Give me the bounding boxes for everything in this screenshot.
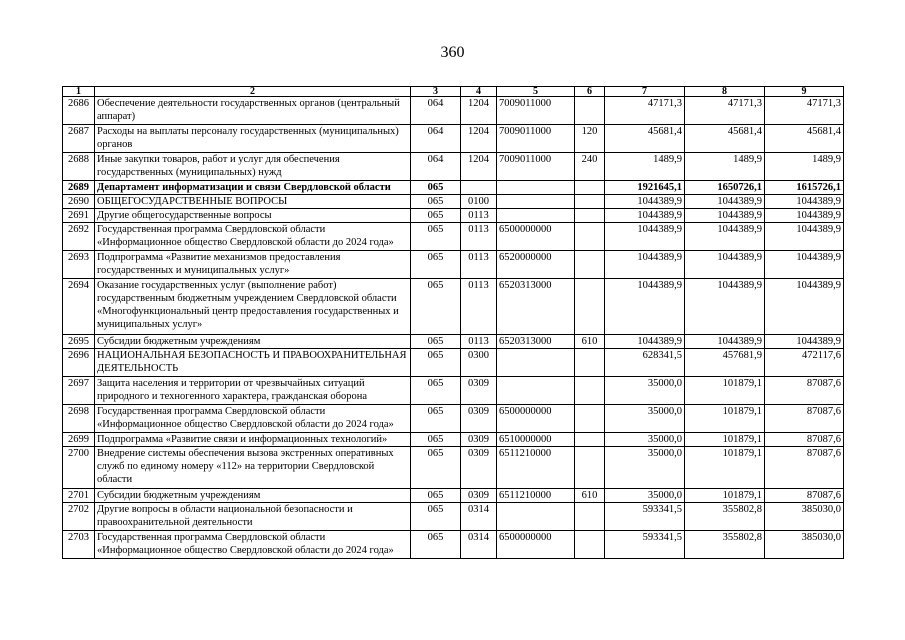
table-row bbox=[63, 335, 844, 349]
admin-code-cell: 065 bbox=[411, 335, 461, 349]
amount-col8-cell: 355802,8 bbox=[685, 503, 765, 531]
admin-code-cell: 065 bbox=[411, 279, 461, 335]
admin-code-cell: 065 bbox=[411, 181, 461, 195]
amount-col7-cell: 1489,9 bbox=[605, 153, 685, 181]
amount-col7-cell: 35000,0 bbox=[605, 433, 685, 447]
target-code-cell: 7009011000 bbox=[497, 97, 575, 125]
amount-col9-cell: 1044389,9 bbox=[765, 279, 844, 335]
row-number-cell: 2702 bbox=[63, 503, 95, 531]
table-body bbox=[63, 97, 844, 559]
amount-col9-cell: 1044389,9 bbox=[765, 223, 844, 251]
expense-type-cell bbox=[575, 181, 605, 195]
row-name-cell: Департамент информатизации и связи Свердловской области bbox=[95, 181, 411, 195]
amount-col8-cell: 101879,1 bbox=[685, 405, 765, 433]
target-code-cell bbox=[497, 503, 575, 531]
table-row bbox=[63, 531, 844, 559]
row-name-cell: Внедрение системы обеспечения вызова экстренных оперативных служб по единому номеру «112» на территории Свердловской области bbox=[95, 447, 411, 489]
target-code-cell: 6500000000 bbox=[497, 531, 575, 559]
admin-code-cell: 064 bbox=[411, 153, 461, 181]
target-code-cell: 7009011000 bbox=[497, 125, 575, 153]
row-name-cell: Государственная программа Свердловской области «Информационное общество Свердловской области до 2024 года» bbox=[95, 405, 411, 433]
amount-col9-cell: 1044389,9 bbox=[765, 209, 844, 223]
amount-col8-cell: 1044389,9 bbox=[685, 195, 765, 209]
amount-col7-cell: 35000,0 bbox=[605, 405, 685, 433]
section-code-cell: 0300 bbox=[461, 349, 497, 377]
column-header: 1 bbox=[63, 87, 95, 97]
target-code-cell bbox=[497, 195, 575, 209]
target-code-cell: 6510000000 bbox=[497, 433, 575, 447]
target-code-cell: 6500000000 bbox=[497, 405, 575, 433]
amount-col8-cell: 1044389,9 bbox=[685, 223, 765, 251]
expense-type-cell bbox=[575, 433, 605, 447]
row-number-cell: 2686 bbox=[63, 97, 95, 125]
admin-code-cell: 065 bbox=[411, 349, 461, 377]
target-code-cell: 7009011000 bbox=[497, 153, 575, 181]
row-number-cell: 2692 bbox=[63, 223, 95, 251]
expense-type-cell bbox=[575, 223, 605, 251]
table-row bbox=[63, 349, 844, 377]
row-number-cell: 2687 bbox=[63, 125, 95, 153]
table-row bbox=[63, 125, 844, 153]
table-row bbox=[63, 433, 844, 447]
target-code-cell bbox=[497, 181, 575, 195]
row-number-cell: 2701 bbox=[63, 489, 95, 503]
amount-col9-cell: 45681,4 bbox=[765, 125, 844, 153]
row-number-cell: 2699 bbox=[63, 433, 95, 447]
budget-table bbox=[62, 86, 844, 559]
section-code-cell: 0113 bbox=[461, 279, 497, 335]
section-code-cell bbox=[461, 181, 497, 195]
target-code-cell bbox=[497, 349, 575, 377]
amount-col8-cell: 1650726,1 bbox=[685, 181, 765, 195]
amount-col8-cell: 1044389,9 bbox=[685, 209, 765, 223]
expense-type-cell bbox=[575, 195, 605, 209]
amount-col8-cell: 45681,4 bbox=[685, 125, 765, 153]
admin-code-cell: 065 bbox=[411, 223, 461, 251]
row-number-cell: 2700 bbox=[63, 447, 95, 489]
table-row bbox=[63, 279, 844, 335]
amount-col8-cell: 1044389,9 bbox=[685, 279, 765, 335]
amount-col9-cell: 1489,9 bbox=[765, 153, 844, 181]
row-number-cell: 2688 bbox=[63, 153, 95, 181]
amount-col7-cell: 628341,5 bbox=[605, 349, 685, 377]
target-code-cell: 6511210000 bbox=[497, 489, 575, 503]
admin-code-cell: 065 bbox=[411, 377, 461, 405]
amount-col7-cell: 35000,0 bbox=[605, 447, 685, 489]
column-header: 3 bbox=[411, 87, 461, 97]
amount-col7-cell: 47171,3 bbox=[605, 97, 685, 125]
admin-code-cell: 065 bbox=[411, 433, 461, 447]
row-name-cell: Субсидии бюджетным учреждениям bbox=[95, 489, 411, 503]
column-header: 5 bbox=[497, 87, 575, 97]
amount-col9-cell: 47171,3 bbox=[765, 97, 844, 125]
admin-code-cell: 065 bbox=[411, 195, 461, 209]
amount-col8-cell: 1489,9 bbox=[685, 153, 765, 181]
amount-col8-cell: 47171,3 bbox=[685, 97, 765, 125]
row-number-cell: 2703 bbox=[63, 531, 95, 559]
admin-code-cell: 065 bbox=[411, 405, 461, 433]
header-row bbox=[63, 87, 844, 97]
table-row bbox=[63, 251, 844, 279]
amount-col7-cell: 1044389,9 bbox=[605, 195, 685, 209]
amount-col7-cell: 1044389,9 bbox=[605, 209, 685, 223]
row-name-cell: Подпрограмма «Развитие механизмов предоставления государственных и муниципальных услуг» bbox=[95, 251, 411, 279]
row-number-cell: 2690 bbox=[63, 195, 95, 209]
amount-col9-cell: 87087,6 bbox=[765, 433, 844, 447]
section-code-cell: 0309 bbox=[461, 433, 497, 447]
row-number-cell: 2697 bbox=[63, 377, 95, 405]
column-header: 4 bbox=[461, 87, 497, 97]
expense-type-cell bbox=[575, 97, 605, 125]
row-name-cell: Государственная программа Свердловской области «Информационное общество Свердловской области до 2024 года» bbox=[95, 223, 411, 251]
target-code-cell: 6520313000 bbox=[497, 279, 575, 335]
amount-col9-cell: 87087,6 bbox=[765, 405, 844, 433]
amount-col9-cell: 87087,6 bbox=[765, 447, 844, 489]
admin-code-cell: 065 bbox=[411, 489, 461, 503]
table-row bbox=[63, 405, 844, 433]
amount-col8-cell: 1044389,9 bbox=[685, 251, 765, 279]
table-row bbox=[63, 447, 844, 489]
amount-col9-cell: 1044389,9 bbox=[765, 251, 844, 279]
expense-type-cell bbox=[575, 447, 605, 489]
row-number-cell: 2691 bbox=[63, 209, 95, 223]
expense-type-cell bbox=[575, 349, 605, 377]
section-code-cell: 0309 bbox=[461, 489, 497, 503]
section-code-cell: 0113 bbox=[461, 251, 497, 279]
table-row bbox=[63, 223, 844, 251]
table-row bbox=[63, 489, 844, 503]
table-row bbox=[63, 153, 844, 181]
amount-col7-cell: 1044389,9 bbox=[605, 279, 685, 335]
column-header: 8 bbox=[685, 87, 765, 97]
row-name-cell: Защита населения и территории от чрезвычайных ситуаций природного и техногенного характера, гражданская оборона bbox=[95, 377, 411, 405]
amount-col7-cell: 1044389,9 bbox=[605, 335, 685, 349]
table-row bbox=[63, 209, 844, 223]
amount-col9-cell: 472117,6 bbox=[765, 349, 844, 377]
section-code-cell: 1204 bbox=[461, 97, 497, 125]
row-number-cell: 2693 bbox=[63, 251, 95, 279]
section-code-cell: 0113 bbox=[461, 223, 497, 251]
amount-col9-cell: 385030,0 bbox=[765, 503, 844, 531]
table-row bbox=[63, 181, 844, 195]
section-code-cell: 0309 bbox=[461, 447, 497, 489]
row-number-cell: 2694 bbox=[63, 279, 95, 335]
expense-type-cell: 610 bbox=[575, 335, 605, 349]
amount-col7-cell: 1921645,1 bbox=[605, 181, 685, 195]
amount-col7-cell: 45681,4 bbox=[605, 125, 685, 153]
section-code-cell: 1204 bbox=[461, 153, 497, 181]
target-code-cell: 6500000000 bbox=[497, 223, 575, 251]
row-name-cell: Обеспечение деятельности государственных органов (центральный аппарат) bbox=[95, 97, 411, 125]
amount-col9-cell: 87087,6 bbox=[765, 489, 844, 503]
row-name-cell: Субсидии бюджетным учреждениям bbox=[95, 335, 411, 349]
expense-type-cell: 240 bbox=[575, 153, 605, 181]
row-number-cell: 2695 bbox=[63, 335, 95, 349]
admin-code-cell: 064 bbox=[411, 125, 461, 153]
row-name-cell: Иные закупки товаров, работ и услуг для обеспечения государственных (муниципальных) нужд bbox=[95, 153, 411, 181]
table-row bbox=[63, 377, 844, 405]
row-number-cell: 2689 bbox=[63, 181, 95, 195]
admin-code-cell: 065 bbox=[411, 531, 461, 559]
amount-col8-cell: 457681,9 bbox=[685, 349, 765, 377]
expense-type-cell: 610 bbox=[575, 489, 605, 503]
section-code-cell: 0100 bbox=[461, 195, 497, 209]
amount-col9-cell: 1615726,1 bbox=[765, 181, 844, 195]
amount-col8-cell: 355802,8 bbox=[685, 531, 765, 559]
admin-code-cell: 065 bbox=[411, 503, 461, 531]
amount-col9-cell: 385030,0 bbox=[765, 531, 844, 559]
section-code-cell: 0314 bbox=[461, 503, 497, 531]
amount-col8-cell: 101879,1 bbox=[685, 433, 765, 447]
row-name-cell: Другие общегосударственные вопросы bbox=[95, 209, 411, 223]
section-code-cell: 0314 bbox=[461, 531, 497, 559]
expense-type-cell bbox=[575, 377, 605, 405]
table-row bbox=[63, 503, 844, 531]
amount-col7-cell: 1044389,9 bbox=[605, 251, 685, 279]
section-code-cell: 0113 bbox=[461, 335, 497, 349]
section-code-cell: 0113 bbox=[461, 209, 497, 223]
row-name-cell: ОБЩЕГОСУДАРСТВЕННЫЕ ВОПРОСЫ bbox=[95, 195, 411, 209]
expense-type-cell bbox=[575, 209, 605, 223]
amount-col8-cell: 101879,1 bbox=[685, 377, 765, 405]
column-header: 7 bbox=[605, 87, 685, 97]
table-row bbox=[63, 97, 844, 125]
section-code-cell: 1204 bbox=[461, 125, 497, 153]
amount-col7-cell: 35000,0 bbox=[605, 377, 685, 405]
table-row bbox=[63, 195, 844, 209]
amount-col9-cell: 87087,6 bbox=[765, 377, 844, 405]
amount-col8-cell: 101879,1 bbox=[685, 447, 765, 489]
amount-col7-cell: 593341,5 bbox=[605, 531, 685, 559]
column-header: 6 bbox=[575, 87, 605, 97]
admin-code-cell: 065 bbox=[411, 251, 461, 279]
admin-code-cell: 065 bbox=[411, 447, 461, 489]
admin-code-cell: 065 bbox=[411, 209, 461, 223]
row-name-cell: НАЦИОНАЛЬНАЯ БЕЗОПАСНОСТЬ И ПРАВООХРАНИТЕЛЬНАЯ ДЕЯТЕЛЬНОСТЬ bbox=[95, 349, 411, 377]
section-code-cell: 0309 bbox=[461, 377, 497, 405]
expense-type-cell bbox=[575, 251, 605, 279]
row-number-cell: 2696 bbox=[63, 349, 95, 377]
row-name-cell: Государственная программа Свердловской области «Информационное общество Свердловской области до 2024 года» bbox=[95, 531, 411, 559]
amount-col9-cell: 1044389,9 bbox=[765, 195, 844, 209]
page-number: 360 bbox=[440, 44, 465, 61]
expense-type-cell bbox=[575, 503, 605, 531]
admin-code-cell: 064 bbox=[411, 97, 461, 125]
row-name-cell: Расходы на выплаты персоналу государственных (муниципальных) органов bbox=[95, 125, 411, 153]
amount-col9-cell: 1044389,9 bbox=[765, 335, 844, 349]
amount-col7-cell: 35000,0 bbox=[605, 489, 685, 503]
target-code-cell bbox=[497, 209, 575, 223]
amount-col7-cell: 1044389,9 bbox=[605, 223, 685, 251]
target-code-cell: 6520000000 bbox=[497, 251, 575, 279]
expense-type-cell bbox=[575, 279, 605, 335]
amount-col8-cell: 101879,1 bbox=[685, 489, 765, 503]
section-code-cell: 0309 bbox=[461, 405, 497, 433]
amount-col7-cell: 593341,5 bbox=[605, 503, 685, 531]
expense-type-cell: 120 bbox=[575, 125, 605, 153]
column-header: 2 bbox=[95, 87, 411, 97]
row-name-cell: Другие вопросы в области национальной безопасности и правоохранительной деятельности bbox=[95, 503, 411, 531]
row-name-cell: Оказание государственных услуг (выполнение работ) государственным бюджетным учреждением Свердловской области «Многофункциональный центр предоставления государственных и муниципальных услуг» bbox=[95, 279, 411, 335]
amount-col8-cell: 1044389,9 bbox=[685, 335, 765, 349]
column-header: 9 bbox=[765, 87, 844, 97]
row-name-cell: Подпрограмма «Развитие связи и информационных технологий» bbox=[95, 433, 411, 447]
target-code-cell bbox=[497, 377, 575, 405]
expense-type-cell bbox=[575, 405, 605, 433]
target-code-cell: 6520313000 bbox=[497, 335, 575, 349]
expense-type-cell bbox=[575, 531, 605, 559]
row-number-cell: 2698 bbox=[63, 405, 95, 433]
target-code-cell: 6511210000 bbox=[497, 447, 575, 489]
